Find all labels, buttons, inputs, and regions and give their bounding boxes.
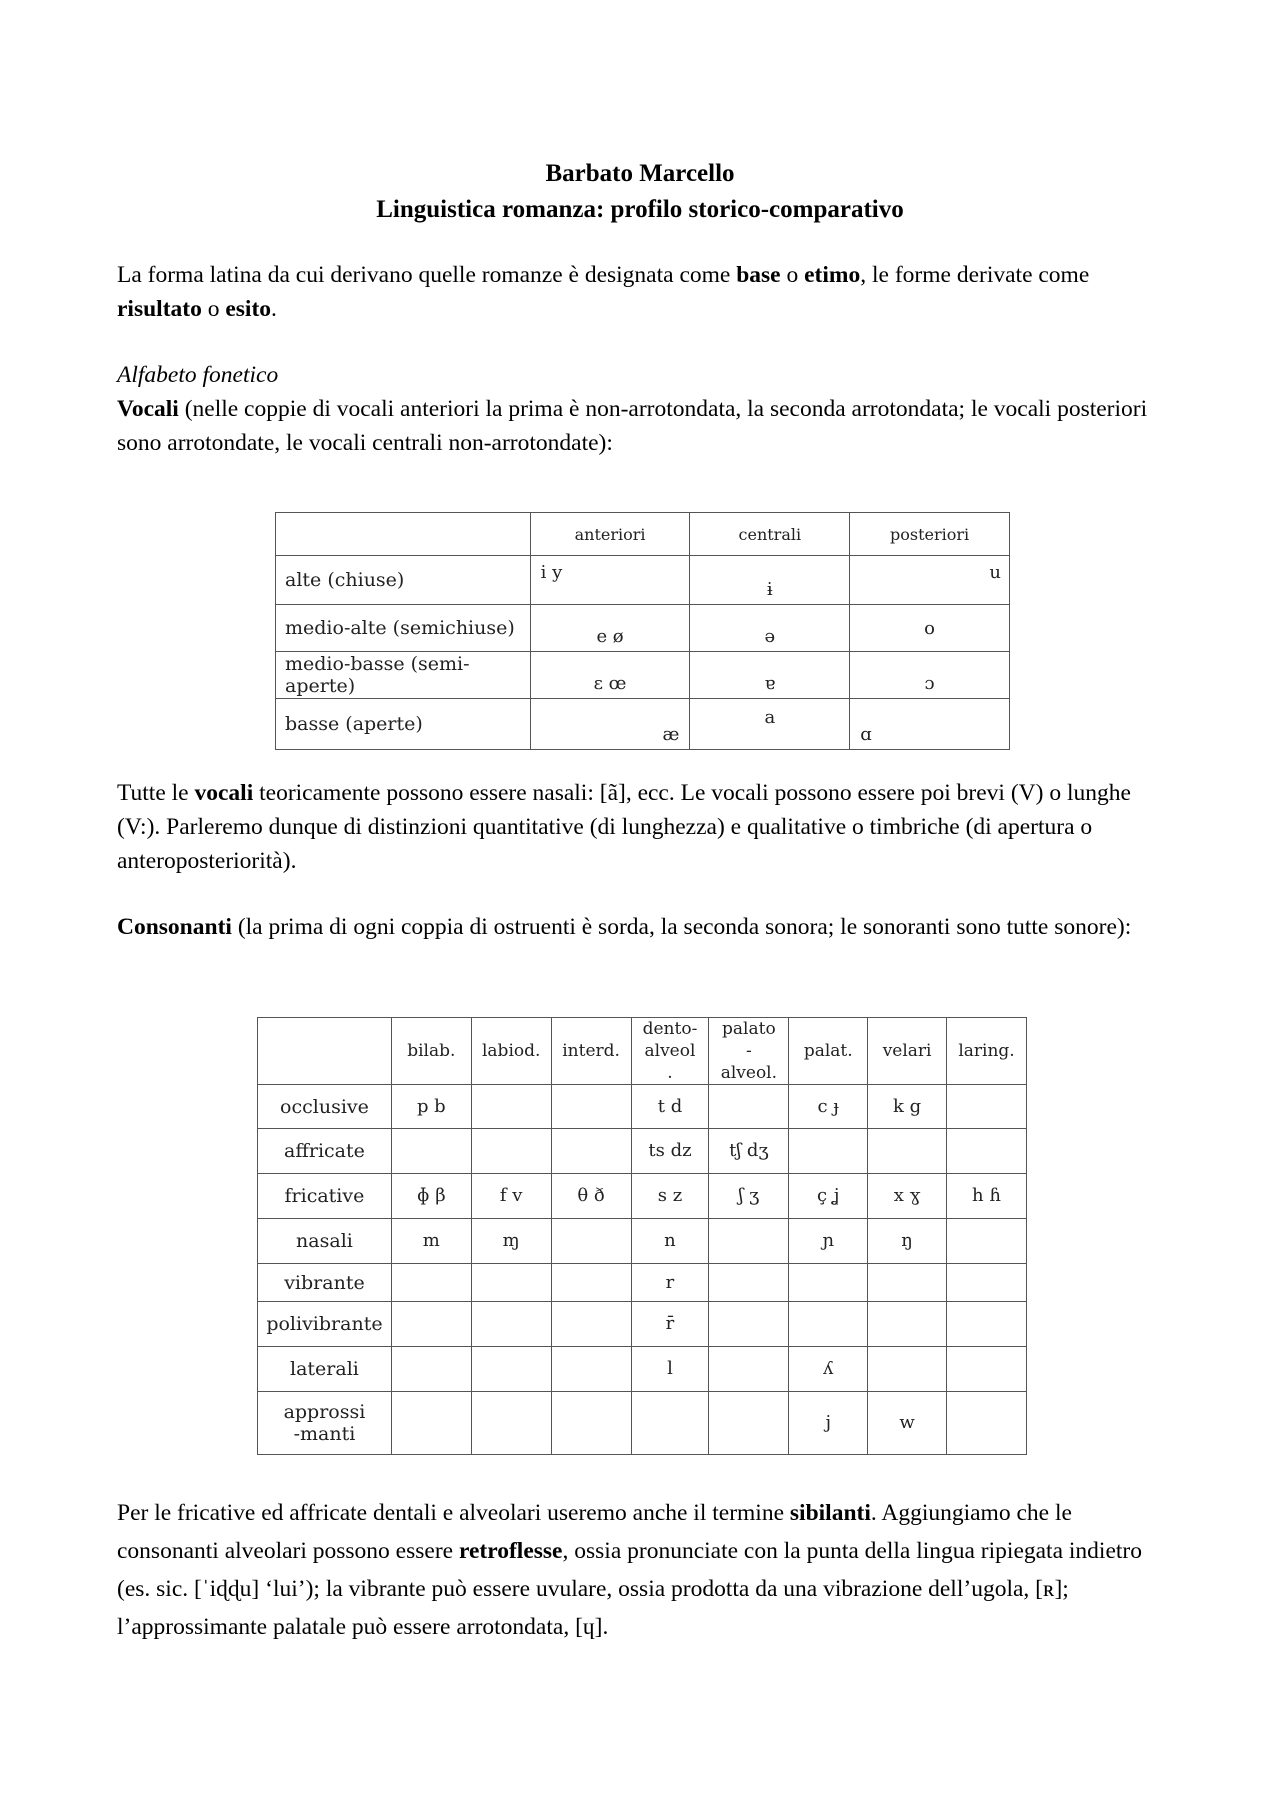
consonant-cell [391, 1347, 471, 1392]
consonant-row [258, 1264, 1027, 1302]
consonant-row [258, 1302, 1027, 1347]
consonant-cell [471, 1347, 551, 1392]
term-sibilanti: sibilanti [789, 1500, 871, 1526]
consonant-cell [471, 1264, 551, 1302]
consonant-row [258, 1347, 1027, 1392]
term-vocali: Vocali [117, 396, 179, 422]
label-approssimanti: approssi-manti [283, 1401, 366, 1445]
consonant-cell [947, 1129, 1027, 1174]
intro-text-1: La forma latina da cui derivano quelle romanze è designata come [117, 262, 737, 288]
consonant-cell: l [631, 1347, 709, 1392]
consonant-cell: r̄ [631, 1302, 709, 1347]
consonant-cell: ŋ [868, 1219, 947, 1264]
consonant-row-label: laterali [258, 1347, 392, 1392]
consonant-cell [471, 1302, 551, 1347]
vowel-row-label: alte (chiuse) [276, 556, 531, 605]
vowel-cell: u [850, 556, 1010, 605]
consonant-header-cell: laring. [947, 1018, 1027, 1085]
consonant-row-label: nasali [258, 1219, 392, 1264]
consonant-header-cell: bilab. [391, 1018, 471, 1085]
vowels-intro-text: (nelle coppie di vocali anteriori la prima è non-arrotondata, la seconda arrotondata; le vocali posteriori sono arrotondate, le vocali centrali non-arrotondate): [117, 396, 1148, 456]
vowel-cell: ɐ [690, 652, 850, 699]
consonant-cell [391, 1302, 471, 1347]
consonant-row [258, 1085, 1027, 1129]
consonant-cell: ʃ ʒ [709, 1174, 789, 1219]
consonant-cell [868, 1264, 947, 1302]
consonant-cell [709, 1347, 789, 1392]
vowel-cell: ɨ [690, 556, 850, 605]
consonant-cell [551, 1347, 631, 1392]
consonant-row-label: affricate [258, 1129, 392, 1174]
vowels-note-text-1: Tutte le [117, 780, 195, 806]
book-title: Linguistica romanza: profilo storico-comparativo [376, 196, 904, 223]
consonant-cell: x ɣ [868, 1174, 947, 1219]
consonant-cell: t d [631, 1085, 709, 1129]
vowel-row [276, 605, 1010, 652]
consonant-header-cell: interd. [551, 1018, 631, 1085]
consonant-cell: m [391, 1219, 471, 1264]
vowel-cell: ɑ [850, 699, 1010, 750]
consonant-cell [551, 1219, 631, 1264]
consonants-intro-text: (la prima di ogni coppia di ostruenti è sorda, la seconda sonora; le sonoranti sono tutte sonore): [231, 914, 1132, 940]
consonant-cell [947, 1347, 1027, 1392]
consonant-cell [947, 1264, 1027, 1302]
vowel-cell: a [690, 699, 850, 750]
consonant-row [258, 1219, 1027, 1264]
consonant-row [258, 1392, 1027, 1455]
consonant-cell [709, 1085, 789, 1129]
vowel-table-header [276, 513, 1010, 556]
consonant-row-label: occlusive [258, 1085, 392, 1129]
consonant-cell [709, 1392, 789, 1455]
intro-text-3: , le forme derivate come [860, 262, 1090, 288]
consonant-row-label [258, 1392, 392, 1455]
vowel-row-label: basse (aperte) [276, 699, 531, 750]
consonant-cell [789, 1264, 868, 1302]
consonant-cell [868, 1129, 947, 1174]
consonant-cell: s z [631, 1174, 709, 1219]
consonant-row-label: polivibrante [258, 1302, 392, 1347]
vowel-header-empty [276, 513, 531, 556]
consonant-cell [709, 1302, 789, 1347]
vowel-header-posteriori: posteriori [850, 513, 1010, 556]
vowel-header-centrali: centrali [690, 513, 850, 556]
consonant-row-label: fricative [258, 1174, 392, 1219]
consonant-cell [709, 1264, 789, 1302]
vowel-header-anteriori: anteriori [530, 513, 690, 556]
section-heading: Alfabeto fonetico [117, 362, 279, 388]
consonant-cell: ç ʝ [789, 1174, 868, 1219]
consonant-cell: ɱ [471, 1219, 551, 1264]
consonant-cell: n [631, 1219, 709, 1264]
consonant-row-label: vibrante [258, 1264, 392, 1302]
consonant-cell: p b [391, 1085, 471, 1129]
vowel-cell: ɛ œ [530, 652, 690, 699]
consonant-cell [868, 1302, 947, 1347]
vowel-row [276, 556, 1010, 605]
consonant-header-cell [709, 1018, 789, 1085]
intro-text-4: o [201, 296, 226, 322]
consonant-cell [551, 1129, 631, 1174]
consonant-cell [471, 1129, 551, 1174]
vowels-note [117, 776, 1177, 878]
term-risultato: risultato [117, 296, 202, 322]
term-etimo: etimo [804, 262, 861, 288]
header-palato-alveol: palato-alveol. [720, 1019, 778, 1083]
consonant-cell: w [868, 1392, 947, 1455]
consonant-cell: ʎ [789, 1347, 868, 1392]
consonant-row [258, 1174, 1027, 1219]
consonant-cell [471, 1085, 551, 1129]
vowels-note-text-2: teoricamente possono essere nasali: [ã], ecc. Le vocali possono essere poi brevi (V) o lunghe (V:). Parleremo dunque di distinzioni quantitative (di lunghezza) e qualitative o timbriche (di apertura o anteroposteriorità). [117, 780, 1131, 874]
consonant-cell: f v [471, 1174, 551, 1219]
term-consonanti: Consonanti [117, 914, 232, 940]
term-vocali-2: vocali [194, 780, 254, 806]
consonant-cell [709, 1219, 789, 1264]
consonant-cell: r [631, 1264, 709, 1302]
consonant-cell [868, 1347, 947, 1392]
consonant-header-cell: palat. [789, 1018, 868, 1085]
vowel-row-label: medio-alte (semichiuse) [276, 605, 531, 652]
consonants-intro [117, 910, 1177, 944]
consonant-cell: h ɦ [947, 1174, 1027, 1219]
term-esito: esito [225, 296, 272, 322]
closing-text-1: Per le fricative ed affricate dentali e alveolari useremo anche il termine [117, 1500, 790, 1526]
vowel-cell: æ [530, 699, 690, 750]
consonant-cell: θ ð [551, 1174, 631, 1219]
consonant-cell [391, 1264, 471, 1302]
header-dento-alveol: dento-alveol. [642, 1019, 698, 1083]
consonant-cell [391, 1392, 471, 1455]
consonant-cell: ɲ [789, 1219, 868, 1264]
intro-text-5: . [271, 296, 277, 322]
intro-paragraph [117, 258, 1177, 326]
consonant-cell [947, 1219, 1027, 1264]
vowel-cell: e ø [530, 605, 690, 652]
consonant-cell [947, 1085, 1027, 1129]
consonant-cell [789, 1129, 868, 1174]
vowel-cell: ə [690, 605, 850, 652]
vowel-row [276, 652, 1010, 699]
closing-paragraph [117, 1494, 1177, 1646]
consonant-cell [551, 1264, 631, 1302]
term-base: base [736, 262, 781, 288]
vowel-table [275, 512, 1010, 750]
vowels-intro [117, 392, 1177, 460]
consonant-cell: j [789, 1392, 868, 1455]
consonant-cell [391, 1129, 471, 1174]
consonant-header-empty [258, 1018, 392, 1085]
vowel-cell: i y [530, 556, 690, 605]
consonant-table-header [258, 1018, 1027, 1085]
consonant-cell: ɸ β [391, 1174, 471, 1219]
consonant-cell: k g [868, 1085, 947, 1129]
intro-text-2: o [780, 262, 805, 288]
closing-text-3: , ossia pronunciate con la punta della lingua ripiegata indietro (es. sic. [ˈiɖɖu] ‘lui’); la vibrante può essere uvulare, ossia prodotta da una vibrazione dell’ugola, [ʀ]; l’approssimante palatale può essere arrotondata, [ɥ]. [117, 1538, 1142, 1640]
consonant-cell [631, 1392, 709, 1455]
consonant-cell [551, 1085, 631, 1129]
consonant-cell [947, 1392, 1027, 1455]
consonant-cell [471, 1392, 551, 1455]
consonant-cell [551, 1302, 631, 1347]
closing-text-2: . Aggiungiamo che le consonanti alveolari possono essere [117, 1500, 1072, 1564]
consonant-cell [947, 1302, 1027, 1347]
vowel-cell: ɔ [850, 652, 1010, 699]
author-name: Barbato Marcello [545, 160, 735, 187]
consonant-cell [789, 1302, 868, 1347]
consonant-row [258, 1129, 1027, 1174]
consonant-cell: c ɟ [789, 1085, 868, 1129]
consonant-table [257, 1017, 1027, 1455]
consonant-cell [551, 1392, 631, 1455]
consonant-cell: tʃ dʒ [709, 1129, 789, 1174]
consonant-header-cell: velari [868, 1018, 947, 1085]
vowel-row [276, 699, 1010, 750]
consonant-header-cell: labiod. [471, 1018, 551, 1085]
vowel-cell: o [850, 605, 1010, 652]
term-retroflesse: retroflesse [458, 1538, 563, 1564]
vowel-row-label: medio-basse (semi-aperte) [276, 652, 531, 699]
consonant-header-cell [631, 1018, 709, 1085]
consonant-cell: ts dz [631, 1129, 709, 1174]
